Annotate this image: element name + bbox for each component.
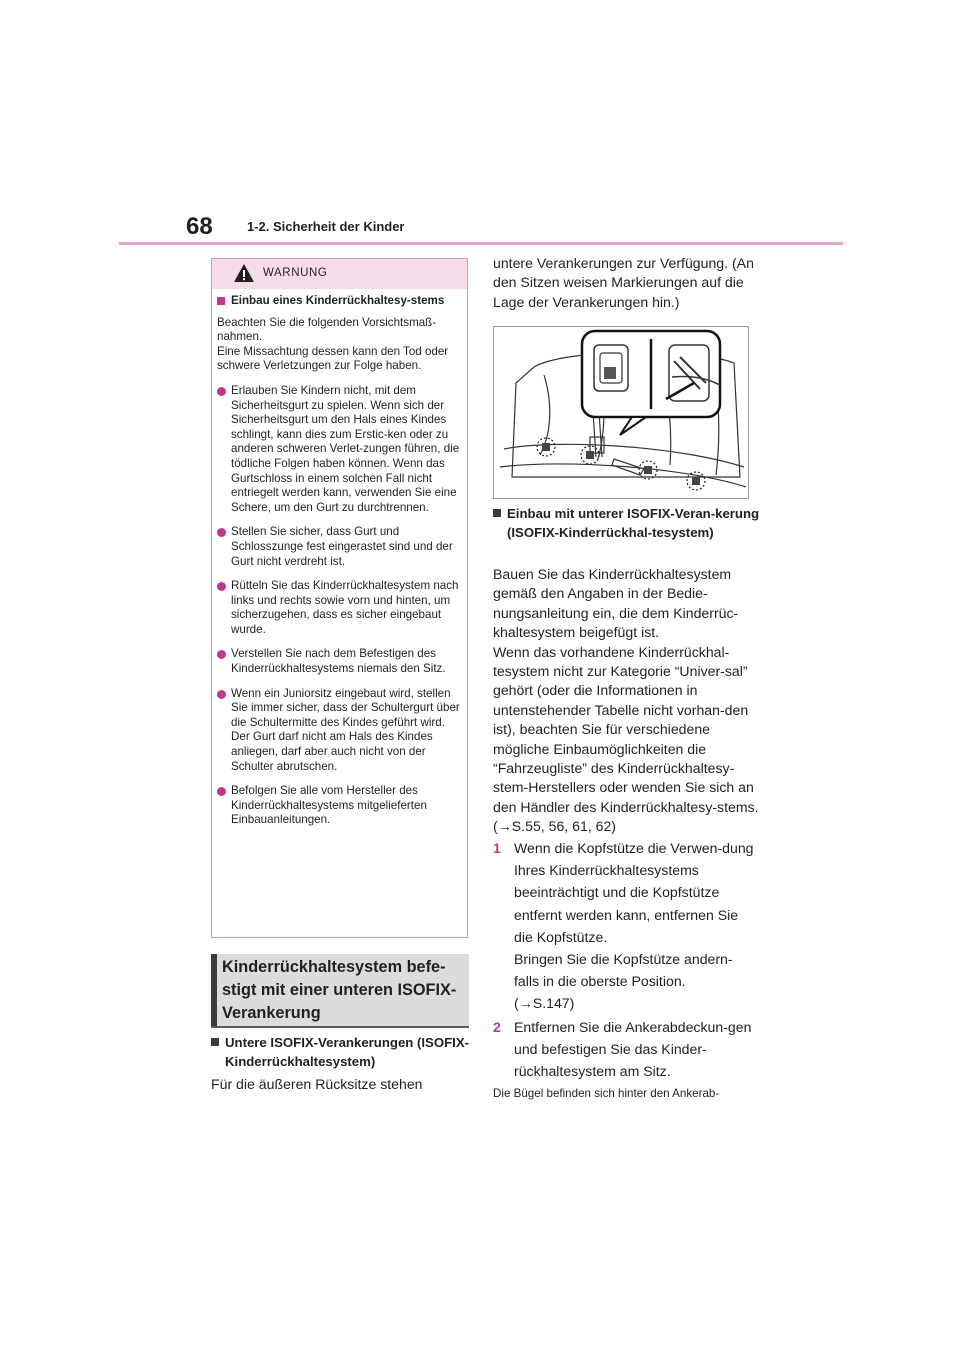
- bullet-dot-icon: [217, 528, 226, 537]
- bullet-dot-icon: [217, 387, 226, 396]
- square-bullet-icon: [217, 297, 225, 305]
- step-text: Entfernen Sie die Ankerabdeckun-gen und befestigen Sie das Kinder-rückhaltesystem am Sitz.: [514, 1019, 752, 1080]
- warning-bullet-text: Erlauben Sie Kindern nicht, mit dem Sicherheitsgurt zu spielen. Wenn sich der Sicherheitsgurt um den Hals eines Kindes schlingt, kann dies zum Erstic-ken oder zu anderen schweren Verlet-zungen führen, die tödliche Folgen haben können. Wenn das Gurtschloss in einem solchen Fall nicht entriegelt werden kann, verwenden Sie eine Schere, um den Gurt zu durchtrennen.: [231, 383, 460, 514]
- warning-bullet: [217, 384, 460, 515]
- step-text: Wenn die Kopfstütze die Verwen-dung Ihres Kinderrückhaltesystems beeinträchtigt und die Kopfstütze entfernt werden kann, entfernen Sie die Kopfstütze. Bringen Sie die Kopfstütze andern-falls in die oberste Position. (→S.147): [514, 840, 754, 1012]
- square-bullet-icon: [211, 1038, 219, 1046]
- step-item: [493, 1016, 755, 1083]
- warning-bullet: [217, 579, 460, 637]
- step-item: [493, 837, 755, 1015]
- warning-triangle-icon: [233, 263, 255, 283]
- isofix-heading-text: Untere ISOFIX-Verankerungen (ISOFIX-Kinderrückhaltesystem): [225, 1035, 470, 1069]
- isofix-anchor-illustration: [493, 326, 749, 499]
- warning-header: [212, 259, 467, 289]
- warning-heading: [217, 294, 460, 309]
- step-number: 1: [493, 840, 501, 856]
- isofix-heading: [211, 1033, 485, 1071]
- warning-bullet: [217, 525, 460, 569]
- warning-title: WARNUNG: [263, 267, 328, 279]
- warning-bullet-text: Verstellen Sie nach dem Befestigen des Kinderrückhaltesystems niemals den Sitz.: [231, 647, 446, 676]
- isofix-install-heading: [493, 504, 772, 542]
- warning-bullet: [217, 687, 460, 775]
- warning-bullet-text: Befolgen Sie alle vom Hersteller des Kinderrückhaltesystems mitgelieferten Einbauanleitungen.: [231, 784, 427, 827]
- section-underline: [211, 1026, 469, 1028]
- square-bullet-icon: [493, 509, 501, 517]
- page-number: 68: [186, 213, 213, 240]
- warning-heading-text: Einbau eines Kinderrückhaltesy-stems: [231, 294, 445, 307]
- section-title-header: 1-2. Sicherheit der Kinder: [247, 219, 405, 234]
- warning-bullet-text: Wenn ein Juniorsitz eingebaut wird, stellen Sie immer sicher, dass der Schultergurt über die Schultermitte des Kindes geführt wird. Der Gurt darf nicht am Hals des Kindes anliegen, darf aber auch nicht von der Schulter abrutschen.: [231, 686, 460, 773]
- warning-bullet: [217, 784, 460, 828]
- step-number: 2: [493, 1019, 501, 1035]
- warning-bullet: [217, 647, 460, 676]
- bullet-dot-icon: [217, 787, 226, 796]
- body-paragraph: untere Verankerungen zur Verfügung. (An den Sitzen weisen Markierungen auf die Lage der Verankerungen hin.): [493, 255, 754, 310]
- warning-box: [211, 258, 468, 938]
- bullet-dot-icon: [217, 582, 226, 591]
- rear-seat-illustration: [494, 327, 748, 498]
- bullet-dot-icon: [217, 690, 226, 699]
- section-heading: Kinderrückhaltesystem befe-stigt mit einer unteren ISOFIX-Verankerung: [222, 958, 457, 1022]
- header-divider: [119, 242, 843, 245]
- warning-bullet-text: Rütteln Sie das Kinderrückhaltesystem nach links und rechts sowie vorn und hinten, um sicherzugehen, dass es sicher eingebaut wurde.: [231, 579, 459, 636]
- bullet-dot-icon: [217, 650, 226, 659]
- warning-intro: Beachten Sie die folgenden Vorsichtsmaß-nahmen. Eine Missachtung dessen kann den Tod oder schwere Verletzungen zur Folge haben.: [217, 315, 449, 373]
- warning-bullet-text: Stellen Sie sicher, dass Gurt und Schlosszunge fest eingerastet sind und der Gurt nicht verdreht ist.: [231, 525, 453, 568]
- body-paragraph: Bauen Sie das Kinderrückhaltesystem gemäß den Angaben in der Bedie-nungsanleitung ein, die dem Kinderrüc-khaltesystem beigefügt ist. Wenn das vorhandene Kinderrückhal-tesystem nicht zur Kategorie “Univer-sal” gehört (oder die Informationen in untenstehender Tabelle nicht vorhan-den ist), beachten Sie für verschiedene mögliche Einbaumöglichkeiten die “Fahrzeugliste” des Kinderrückhaltesy-stem-Herstellers oder wenden Sie sich an den Händler des Kinderrückhaltesy-stems. (→S.55, 56, 61, 62): [493, 566, 759, 835]
- isofix-install-heading-text: Einbau mit unterer ISOFIX-Veran-kerung (ISOFIX-Kinderrückhal-tesystem): [507, 506, 760, 540]
- footnote: Die Bügel befinden sich hinter den Ankerab-: [493, 1087, 720, 1100]
- body-paragraph: Für die äußeren Rücksitze stehen: [211, 1076, 423, 1092]
